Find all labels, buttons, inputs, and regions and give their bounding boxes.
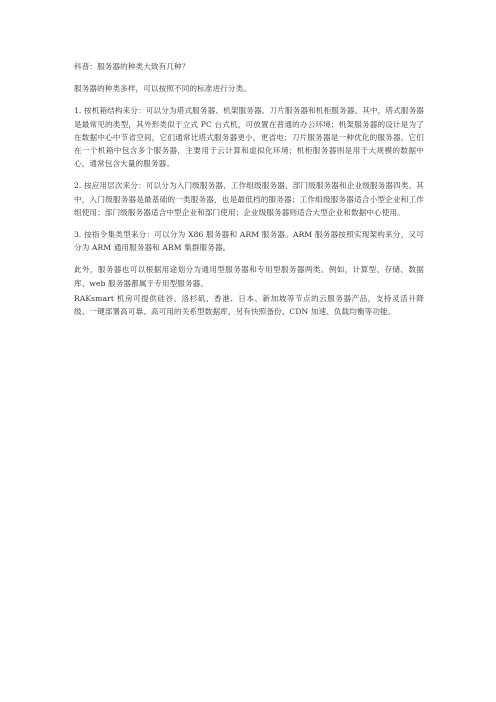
intro-paragraph: 服务器的种类多样，可以按照不同的标准进行分类。 [74,84,251,94]
paragraph-chassis-structure: 1. 按机箱结构来分：可以分为塔式服务器、机架服务器、刀片服务器和机柜服务器。其中，塔式服务器是最常见的类型，其外形类似于立式 PC 台式机，可放置在普通的办公环境；机架服务器的设计是为了在数据中心中节省空间，它们通常比塔式服务器更小，更省电；刀片服务器是一种优化的服务器，它们在一个机箱中包含多个服务器，主要用于云计算和虚拟化环境；机柜服务器则是用于大规模的数据中心，通常包含大量的服务器。 [74,106,424,169]
paragraph-usage-type: 此外，服务器也可以根据用途划分为通用型服务器和专用型服务器两类。例如，计算型、存储、数据库、web 服务器都属于专用型服务器。 [74,265,424,288]
paragraph-application-level: 2. 按应用层次来分：可以分为入门级服务器、工作组级服务器、部门级服务器和企业级服务器四类。其中，入门级服务器是最基础的一类服务器，也是最低档的服务器；工作组级服务器适合小型企业和工作组使用；部门级服务器适合中型企业和部门使用；企业级服务器则适合大型企业和数据中心使用。 [74,181,424,217]
document-title: 科普：服务器的种类大致有几种？ [74,62,190,71]
paragraph-raksmart: RAKsmart 机房可提供硅谷、洛杉矶、香港、日本、新加坡等节点的云服务器产品，支持灵活升降级、一键部署高可靠、高可用的关系型数据库，另有快照备份、CDN 加速、负载均衡等功能。 [74,293,424,317]
document-body [74,60,424,318]
paragraph-instruction-set: 3. 按指令集类型来分：可以分为 X86 服务器和 ARM 服务器。ARM 服务器按照实现架构来分，又可分为 ARM 通用服务器和 ARM 集群服务器。 [74,230,424,253]
